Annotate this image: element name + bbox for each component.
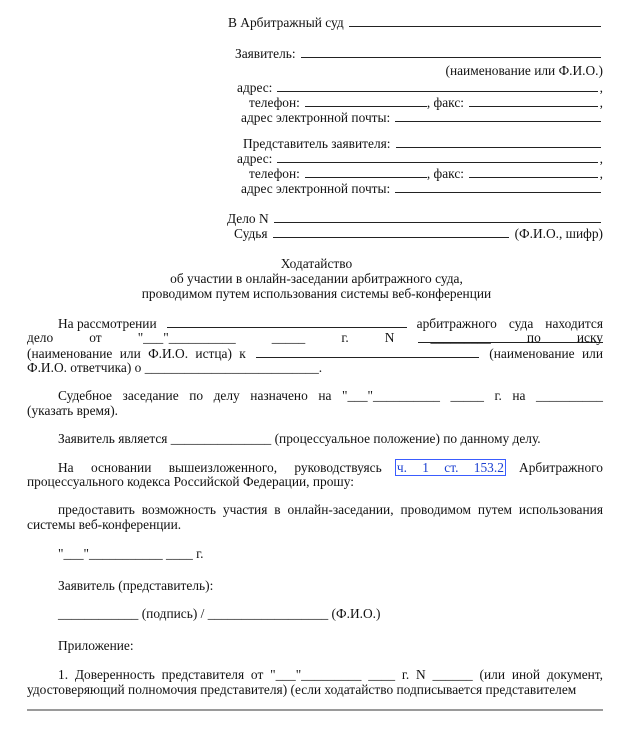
document-subtitle-2: проводимом путем использования системы веб-конференции [141,286,492,301]
judge-row [234,225,603,241]
text: Арбитражного [519,460,603,475]
signature-line[interactable]: ____________ (подпись) / __________________ (Ф.И.О.) [58,606,381,621]
case-number-field[interactable] [274,210,601,223]
text: (наименование или Ф.И.О. истца) к [27,346,246,361]
rep-fax-label: , факс: [426,166,464,181]
signer-label: Заявитель (представитель): [58,578,214,593]
attachment-label: Приложение: [58,638,134,653]
rep-address-label: адрес: [237,151,273,166]
applicant-status: Заявитель является _______________ (процессуальное положение) по данному делу. [58,431,541,446]
attachment-item-1: 1. Доверенность представителя от "___"_________ ____ г. N ______ (или иной документ, удостоверяющий полномочия представителя) (если ходатайство подписывается представителем [27,667,603,697]
applicant-fax-field[interactable] [469,94,598,107]
request-text: предоставить возможность участия в онлайн-заседании, проводимом путем использования системы веб-конференции. [27,502,603,532]
judge-field[interactable] [273,225,509,238]
court-name-field[interactable] [349,14,601,27]
applicant-address-row [237,79,603,95]
p1-line2: дело от "___"__________ _____ г. N _________ по иску [27,330,603,345]
comma: , [599,151,603,166]
text: На рассмотрении [58,316,157,331]
court-name-blank[interactable] [167,315,407,328]
comma: , [599,166,603,181]
representative-row [243,135,603,151]
basis-line2: процессуального кодекса Российской Федерации, прошу: [27,474,354,489]
address-label: адрес: [237,80,273,95]
rep-phone-label: телефон: [249,166,300,181]
representative-field[interactable] [396,135,601,148]
text: (наименование или [489,346,603,361]
representative-label: Представитель заявителя: [243,136,391,151]
hearing-line2: (указать время). [27,403,118,418]
attachment-list [27,667,603,697]
hearing-line1: Судебное заседание по делу назначено на "___"__________ _____ г. на __________ [58,388,603,403]
applicant-phone-field[interactable] [305,94,427,107]
request-paragraph [27,502,603,532]
comma: , [599,80,603,95]
rep-fax-field[interactable] [469,165,598,178]
judge-hint: (Ф.И.О., шифр) [514,226,603,241]
rep-address-field[interactable] [277,150,597,163]
applicant-hint: (наименование или Ф.И.О.) [445,63,603,78]
applicant-label: Заявитель: [235,46,296,61]
rep-email-row [241,180,603,196]
email-label: адрес электронной почты: [241,110,391,125]
text: арбитражного суда находится [416,316,603,331]
document-title: Ходатайство [280,256,353,271]
p1-line3 [27,345,603,361]
rep-address-row [237,150,603,166]
date-line[interactable]: "___"___________ ____ г. [58,546,204,561]
judge-label: Судья [234,226,268,241]
case-label: Дело N [227,211,269,226]
fax-label: , факс: [426,95,464,110]
p1-line4: Ф.И.О. ответчика) о __________________________. [27,360,323,375]
document-subtitle-1: об участии в онлайн-заседании арбитражного суда, [170,271,463,286]
applicant-field[interactable] [301,45,601,58]
applicant-address-field[interactable] [277,79,597,92]
defendant-blank[interactable] [256,345,479,358]
applicant-email-field[interactable] [395,109,601,122]
rep-phone-row [249,165,603,181]
rep-email-field[interactable] [395,180,601,193]
rep-phone-field[interactable] [305,165,427,178]
rep-email-label: адрес электронной почты: [241,181,391,196]
phone-label: телефон: [249,95,300,110]
court-row [228,14,603,30]
case-row [227,210,603,226]
lawsuit-blank[interactable] [418,330,603,343]
court-label: В Арбитражный суд [228,15,344,30]
p1-line1 [58,315,603,331]
law-article-link[interactable]: ч. 1 ст. 153.2 [396,460,504,475]
applicant-row [235,45,603,61]
text: На основании вышеизложенного, руководствуясь [58,460,382,475]
comma: , [599,95,603,110]
page-separator [27,709,603,711]
applicant-email-row [241,109,603,125]
applicant-phone-row [249,94,603,110]
